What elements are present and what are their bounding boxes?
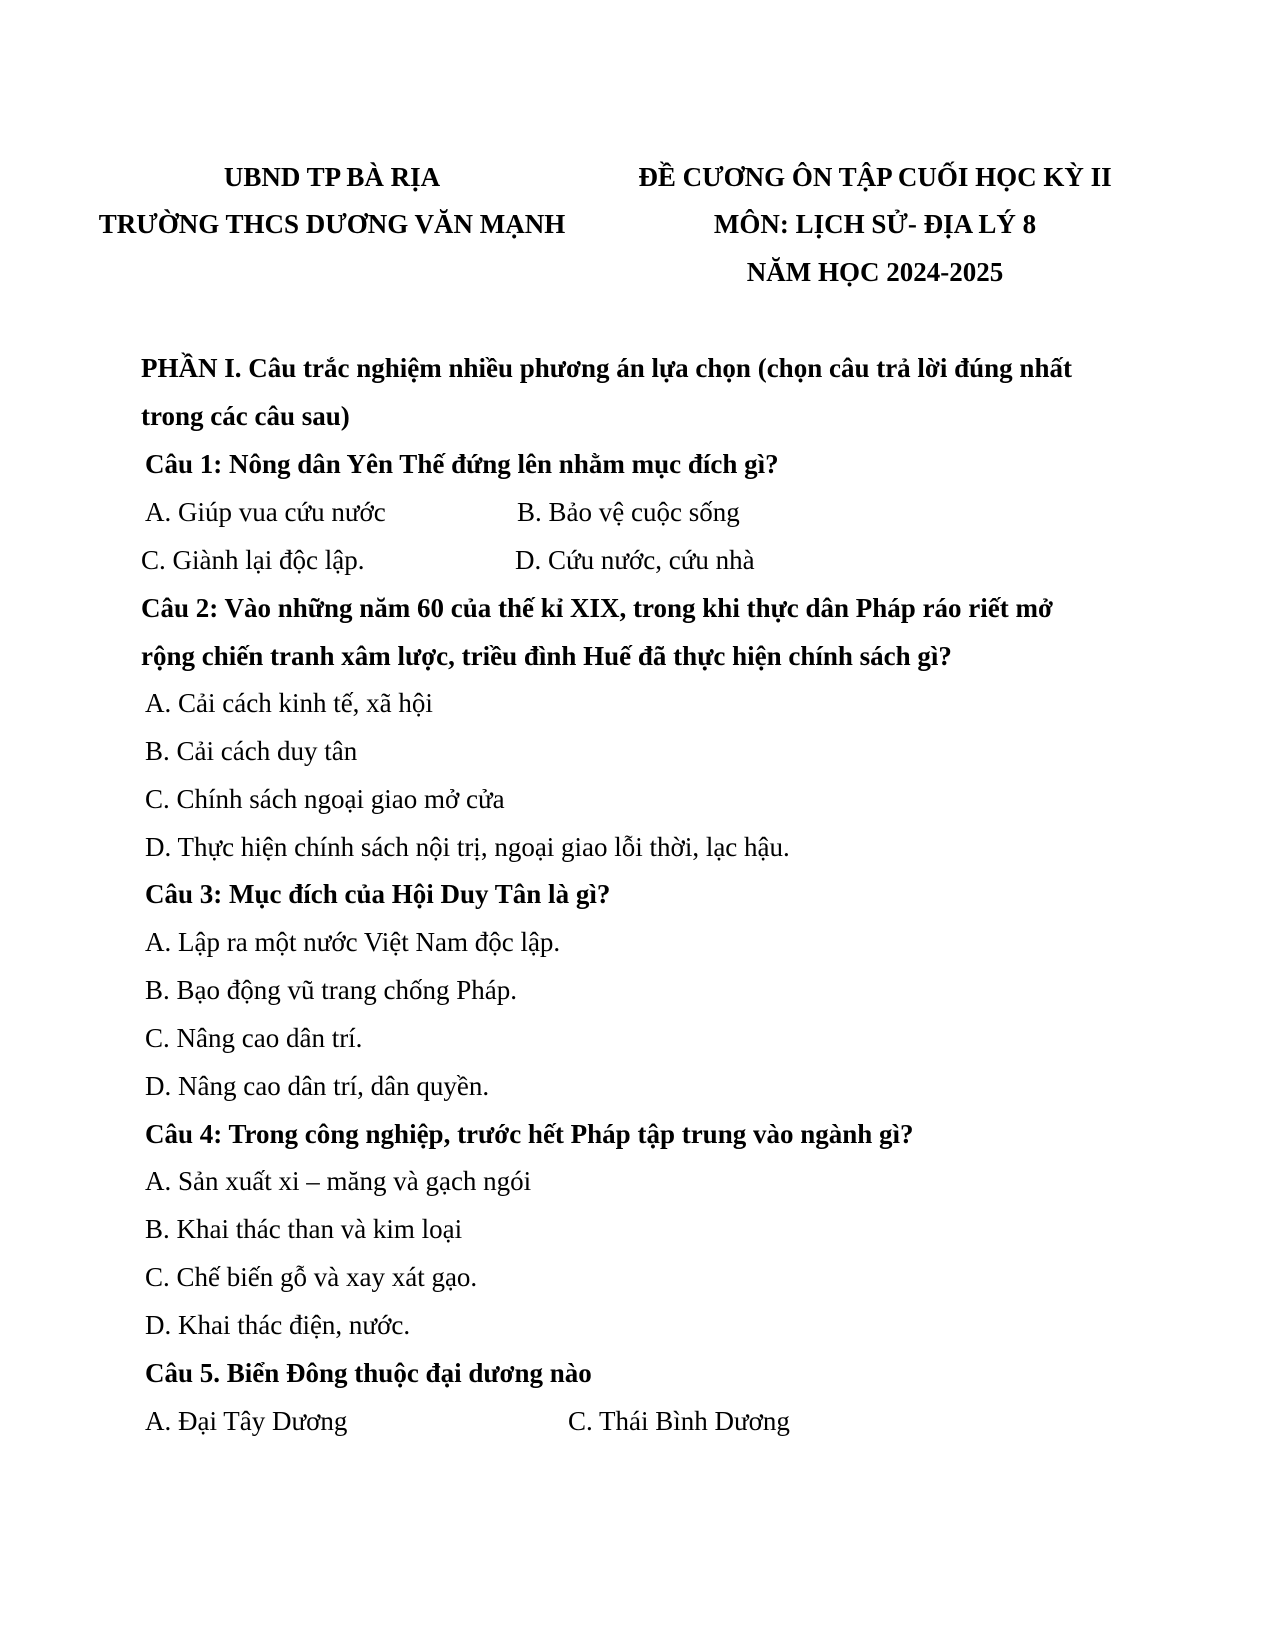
section-heading-line1: PHẦN I. Câu trắc nghiệm nhiều phương án lựa chọn (chọn câu trả lời đúng nhất [141, 353, 1072, 383]
q1-option-c: C. Giành lại độc lập. [141, 545, 365, 575]
header-right-line3: NĂM HỌC 2024-2025 [746, 257, 1004, 287]
header-right-line2: MÔN: LỊCH SỬ- ĐỊA LÝ 8 [713, 209, 1037, 239]
q5-option-c: C. Thái Bình Dương [568, 1406, 790, 1436]
q5-option-a: A. Đại Tây Dương [145, 1406, 348, 1436]
q2-option-b: B. Cải cách duy tân [145, 736, 358, 766]
q3-option-b: B. Bạo động vũ trang chống Pháp. [145, 975, 517, 1005]
section-heading-line2: trong các câu sau) [141, 401, 350, 431]
q2-option-a: A. Cải cách kinh tế, xã hội [145, 688, 433, 718]
question-2-line1: Câu 2: Vào những năm 60 của thế kỉ XIX, trong khi thực dân Pháp ráo riết mở [141, 593, 1053, 623]
q2-option-c: C. Chính sách ngoại giao mở cửa [145, 784, 505, 814]
q4-option-a: A. Sản xuất xi – măng và gạch ngói [145, 1166, 532, 1196]
q2-option-d: D. Thực hiện chính sách nội trị, ngoại giao lỗi thời, lạc hậu. [145, 832, 790, 862]
header-right-line1: ĐỀ CƯƠNG ÔN TẬP CUỐI HỌC KỲ II [638, 162, 1112, 192]
header-left-line2: TRƯỜNG THCS DƯƠNG VĂN MẠNH [98, 209, 566, 239]
header-left-line1: UBND TP BÀ RỊA [223, 162, 441, 192]
question-3: Câu 3: Mục đích của Hội Duy Tân là gì? [145, 879, 611, 909]
question-4: Câu 4: Trong công nghiệp, trước hết Pháp tập trung vào ngành gì? [145, 1119, 914, 1149]
q1-option-d: D. Cứu nước, cứu nhà [515, 545, 755, 575]
q3-option-d: D. Nâng cao dân trí, dân quyền. [145, 1071, 490, 1101]
q4-option-d: D. Khai thác điện, nước. [145, 1310, 411, 1340]
q4-option-b: B. Khai thác than và kim loại [145, 1214, 463, 1244]
q1-option-a: A. Giúp vua cứu nước [145, 497, 386, 527]
q1-option-b: B. Bảo vệ cuộc sống [517, 497, 740, 527]
q3-option-a: A. Lập ra một nước Việt Nam độc lập. [145, 927, 561, 957]
question-1: Câu 1: Nông dân Yên Thế đứng lên nhằm mục đích gì? [145, 449, 779, 479]
q4-option-c: C. Chế biến gỗ và xay xát gạo. [145, 1262, 478, 1292]
q3-option-c: C. Nâng cao dân trí. [145, 1023, 363, 1053]
question-5: Câu 5. Biển Đông thuộc đại dương nào [145, 1358, 592, 1388]
question-2-line2: rộng chiến tranh xâm lược, triều đình Huế đã thực hiện chính sách gì? [141, 641, 952, 671]
